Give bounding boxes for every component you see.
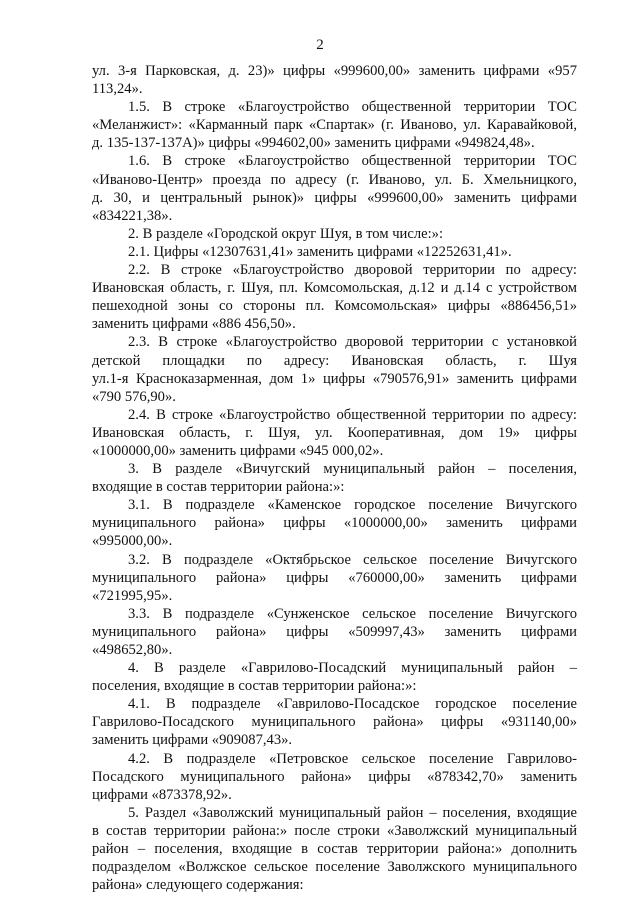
text-line: 5. Раздел «Заволжский муниципальный район – поселения, входящие [128,804,577,821]
text-line: ул. 3-я Парковская, д. 23)» цифры «999600,00» заменить цифрами «957 [92,63,577,79]
document-body [92,62,577,894]
text-line: муниципального района» цифры «509997,43» заменить цифрами [92,623,577,640]
text-line: подразделом «Волжское сельское поселение Заволжского муниципального [92,859,577,876]
page-number: 2 [316,37,324,53]
text-line: Посадского муниципального района» цифры «878342,70» заменить [92,768,577,785]
text-line: 4.1. В подразделе «Гаврилово-Посадское городское поселение [128,696,577,713]
text-line: 3.3. В подразделе «Сунженское сельское поселение Вичугского [128,605,577,622]
text-line: 2. В разделе «Городской округ Шуя, в том числе:»: [128,225,443,242]
text-line: «790 576,90». [92,388,176,405]
text-line: «1000000,00» заменить цифрами «945 000,02». [92,442,384,459]
text-line: в состав территории района:» после строки «Заволжский муниципальный [92,822,577,839]
text-line: заменить цифрами «886 456,50». [92,316,296,333]
text-line: пешеходной зоны со стороны пл. Комсомольская» цифры «886456,51» [92,298,577,315]
text-line: 3.2. В подразделе «Октябрьское сельское поселение Вичугского [128,551,577,568]
text-line: Ивановская область, г. Шуя, ул. Кооперативная, дом 19» цифры [92,424,577,441]
text-line: д. 135-137-137А)» цифры «994602,00» заменить цифрами «949824,48». [92,135,535,152]
text-line: 2.4. В строке «Благоустройство общественной территории по адресу: [128,406,577,423]
text-line: ул.1-я Красноказарменная, дом 1» цифры «790576,91» заменить цифрами [92,370,577,387]
text-line: д. 30, и центральный рынок)» цифры «999600,00» заменить цифрами [92,189,577,206]
text-line: поселения, входящие в состав территории района:»: [92,678,417,695]
text-line: 2.1. Цифры «12307631,41» заменить цифрами «12252631,41». [128,243,512,260]
text-line: «721995,95». [92,587,173,604]
text-line: «Иваново-Центр» проезда по адресу (г. Иваново, ул. Б. Хмельницкого, [92,171,577,188]
text-line: Ивановская область, г. Шуя, пл. Комсомольская, д.12 и д.14 с устройством [92,280,577,297]
text-line: заменить цифрами «909087,43». [92,732,293,749]
text-line: 2.2. В строке «Благоустройство дворовой территории по адресу: [128,262,577,279]
text-line: 3.1. В подразделе «Каменское городское поселение Вичугского [128,497,577,514]
text-line: 3. В разделе «Вичугский муниципальный район – поселения, [128,461,577,478]
text-line: муниципального района» цифры «760000,00» заменить цифрами [92,569,577,586]
text-line: цифрами «873378,92». [92,786,232,803]
text-line: муниципального района» цифры «1000000,00» заменить цифрами [92,515,577,532]
text-line: 2.3. В строке «Благоустройство дворовой территории с установкой [128,334,577,351]
text-line: «834221,38». [92,207,173,224]
text-line: 1.6. В строке «Благоустройство общественной территории ТОС [128,153,577,170]
text-line: 113,24». [92,81,143,98]
text-line: детской площадки по адресу: Ивановская область, г. Шуя [92,352,577,369]
text-line: 1.5. В строке «Благоустройство общественной территории ТОС [128,99,577,116]
text-line: «995000,00». [92,533,173,550]
text-line: «Меланжист»: «Карманный парк «Спартак» (г. Иваново, ул. Каравайковой, [92,117,577,134]
text-line: 4. В разделе «Гаврилово-Посадский муниципальный район – [128,660,577,677]
text-line: 4.2. В подразделе «Петровское сельское поселение Гаврилово- [128,750,577,767]
text-line: Гаврилово-Посадского муниципального района» цифры «931140,00» [92,714,577,731]
text-line: входящие в состав территории района:»: [92,479,345,496]
text-line: «498652,80». [92,642,173,658]
text-line: района» следующего содержания: [92,877,304,894]
text-line: район – поселения, входящие в состав территории района:» дополнить [92,841,577,858]
